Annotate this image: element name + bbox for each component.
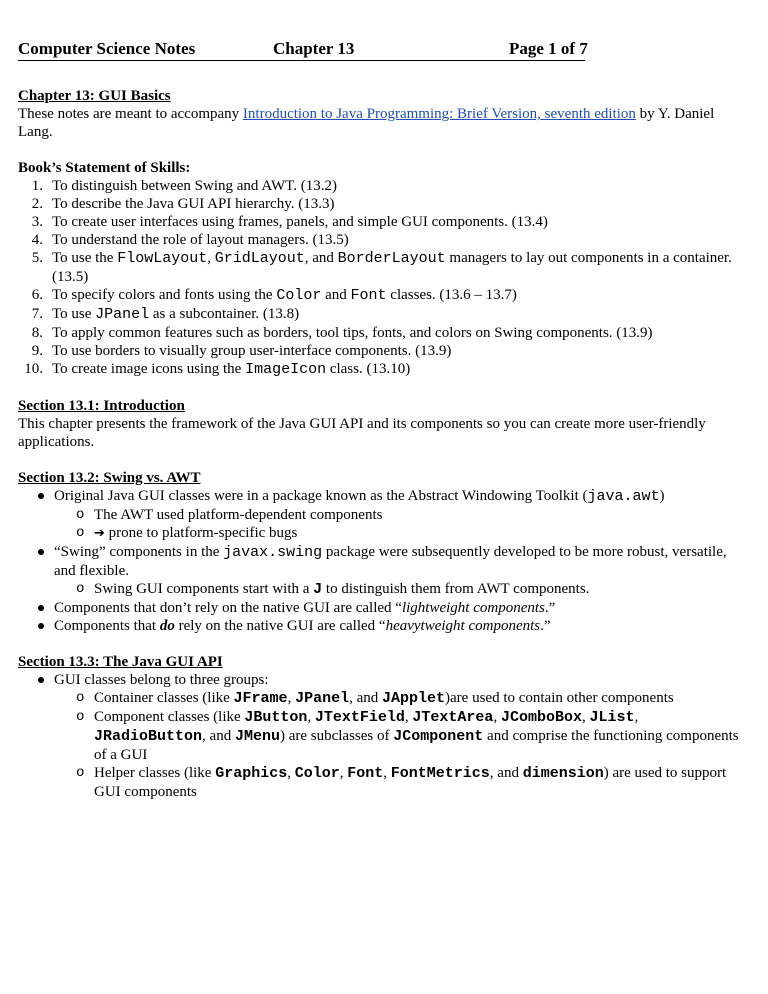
sub-list-item: o ➔ prone to platform-specific bugs (74, 524, 750, 543)
sub-list-item: o Container classes (like JFrame, JPanel, and JApplet)are used to contain other components (74, 689, 750, 708)
page-header (18, 40, 750, 62)
section-13-1-body: This chapter presents the framework of the Java GUI API and its components so you can create more user-friendly applications. (18, 416, 706, 450)
list-item: Components that don’t rely on the native GUI are called “lightweight components.” (18, 599, 750, 617)
header-rule (18, 60, 585, 61)
sub-list-item: o The AWT used platform-dependent components (74, 506, 750, 524)
skill-item: 5. To use the FlowLayout, GridLayout, and BorderLayout managers to lay out components in a container. (13.5) (31, 250, 732, 285)
sub-list-item: o Helper classes (like Graphics, Color, Font, FontMetrics, and dimension) are used to support GUI components (74, 764, 750, 801)
list-item: GUI classes belong to three groups: o Container classes (like JFrame, JPanel, and JApplet)are used to contain other components o Component classes (like JButton, JTextField, JTextArea, JComboBox, JList, JRadioButton, and JMenu) are subclasses of JComponent and comprise the functioning components of a GUI o Helper classes (like Graphics, Color, Font, FontMetrics, and dimension) are used to support GUI components (18, 671, 750, 801)
header-page-number: Page 1 of 7 (509, 39, 588, 58)
skill-item: 10. To create image icons using the ImageIcon class. (13.10) (24, 361, 411, 378)
section-13-3-title: Section 13.3: The Java GUI API (18, 654, 223, 670)
list-item: Components that do rely on the native GUI are called “heavytweight components.” (18, 617, 750, 635)
skill-item: 9. To use borders to visually group user-interface components. (13.9) (31, 343, 452, 359)
list-item: “Swing” components in the javax.swing package were subsequently developed to be more robust, versatile, and flexible. o Swing GUI components start with a J to distinguish them from AWT components. (18, 543, 750, 599)
document-page (18, 40, 750, 801)
skill-item: 6. To specify colors and fonts using the Color and Font classes. (13.6 – 13.7) (31, 287, 517, 304)
skills-heading: Book’s Statement of Skills: (18, 160, 191, 176)
section-13-1-title: Section 13.1: Introduction (18, 398, 185, 414)
skill-item: 2. To describe the Java GUI API hierarchy. (13.3) (31, 196, 335, 212)
header-chapter: Chapter 13 (273, 39, 355, 58)
skills-list (18, 177, 750, 379)
skill-item: 7. To use JPanel as a subcontainer. (13.8) (31, 306, 300, 323)
chapter-title: Chapter 13: GUI Basics (18, 88, 171, 104)
section-13-3-list (18, 671, 750, 801)
sub-list-item: o Swing GUI components start with a J to distinguish them from AWT components. (74, 580, 750, 599)
skill-item: 4. To understand the role of layout managers. (13.5) (31, 232, 349, 248)
sub-list-item: o Component classes (like JButton, JTextField, JTextArea, JComboBox, JList, JRadioButton, and JMenu) are subclasses of JComponent and comprise the functioning components of a GUI (74, 708, 750, 764)
section-13-2-title: Section 13.2: Swing vs. AWT (18, 470, 201, 486)
header-course: Computer Science Notes (18, 39, 196, 58)
intro-paragraph: These notes are meant to accompany Introduction to Java Programming: Brief Version, seventh edition by Y. Daniel Lang. (18, 106, 715, 140)
skill-item: 3. To create user interfaces using frames, panels, and simple GUI components. (13.4) (31, 214, 548, 230)
book-link[interactable]: Introduction to Java Programming: Brief Version, seventh edition (242, 106, 636, 122)
list-item: Original Java GUI classes were in a package known as the Abstract Windowing Toolkit (java.awt) o The AWT used platform-dependent components o ➔ prone to platform-specific bugs (18, 487, 750, 543)
section-13-2-list (18, 487, 750, 635)
skill-item: 1. To distinguish between Swing and AWT. (13.2) (31, 178, 337, 194)
arrow-right-icon: ➔ (94, 526, 105, 541)
skill-item: 8. To apply common features such as borders, tool tips, fonts, and colors on Swing components. (13.9) (31, 325, 653, 341)
